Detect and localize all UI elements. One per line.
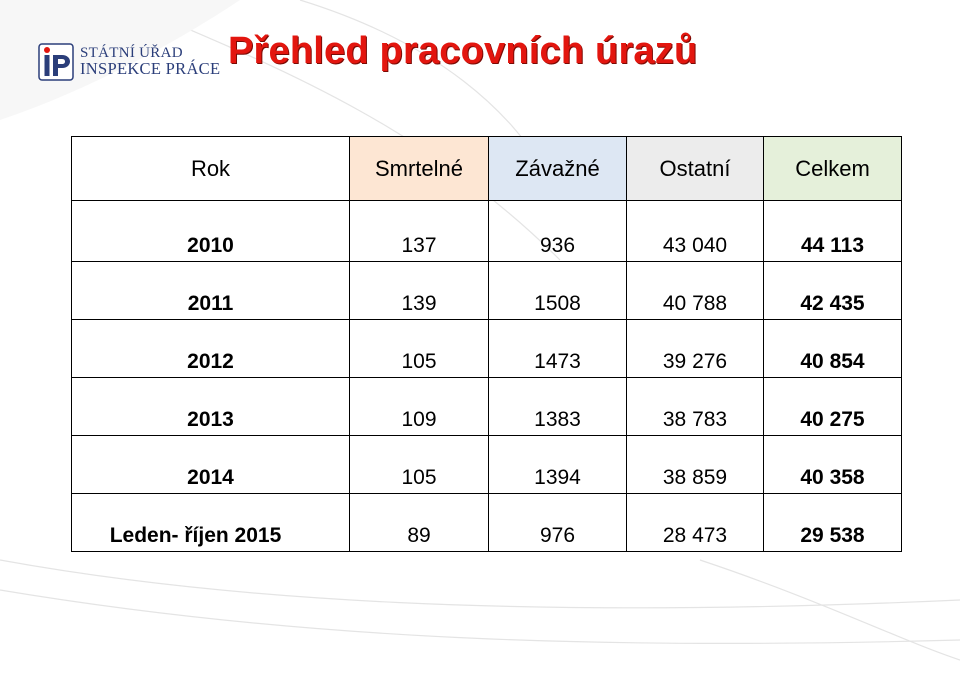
table-row [72, 201, 902, 262]
cell-zavazne: 976 [489, 494, 627, 552]
cell-celkem: 44 113 [764, 201, 902, 262]
cell-year: 2011 [72, 262, 350, 320]
cell-smrtelne: 89 [350, 494, 489, 552]
logo-ip-icon [38, 42, 74, 82]
cell-smrtelne: 109 [350, 378, 489, 436]
cell-ostatni: 43 040 [627, 201, 764, 262]
cell-zavazne: 936 [489, 201, 627, 262]
logo [38, 40, 220, 84]
logo-line-1: STÁTNÍ ÚŘAD [80, 44, 183, 61]
cell-smrtelne: 105 [350, 436, 489, 494]
header-ostatni: Ostatní [627, 137, 764, 201]
cell-smrtelne: 105 [350, 320, 489, 378]
injury-table [71, 136, 902, 552]
cell-smrtelne: 139 [350, 262, 489, 320]
logo-line-2: INSPEKCE PRÁCE [80, 59, 221, 79]
header-celkem: Celkem [764, 137, 902, 201]
table-header-row [72, 137, 902, 201]
cell-smrtelne: 137 [350, 201, 489, 262]
table-row [72, 262, 902, 320]
header-zavazne: Závažné [489, 137, 627, 201]
table-row [72, 320, 902, 378]
cell-zavazne: 1508 [489, 262, 627, 320]
table-row [72, 378, 902, 436]
cell-celkem: 40 275 [764, 378, 902, 436]
cell-celkem: 42 435 [764, 262, 902, 320]
cell-zavazne: 1394 [489, 436, 627, 494]
cell-celkem: 40 358 [764, 436, 902, 494]
cell-year: 2010 [72, 201, 350, 262]
cell-year: 2012 [72, 320, 350, 378]
cell-zavazne: 1383 [489, 378, 627, 436]
cell-year: 2014 [72, 436, 350, 494]
cell-year: Leden- říjen 2015 [72, 494, 350, 552]
cell-ostatni: 38 783 [627, 378, 764, 436]
table-row [72, 436, 902, 494]
header-rok: Rok [72, 137, 350, 201]
cell-ostatni: 28 473 [627, 494, 764, 552]
cell-year: 2013 [72, 378, 350, 436]
cell-zavazne: 1473 [489, 320, 627, 378]
cell-ostatni: 38 859 [627, 436, 764, 494]
table-row [72, 494, 902, 552]
cell-ostatni: 39 276 [627, 320, 764, 378]
cell-celkem: 40 854 [764, 320, 902, 378]
cell-ostatni: 40 788 [627, 262, 764, 320]
header-smrtelne: Smrtelné [350, 137, 489, 201]
cell-celkem: 29 538 [764, 494, 902, 552]
page-title: Přehled pracovních úrazů [228, 30, 698, 72]
